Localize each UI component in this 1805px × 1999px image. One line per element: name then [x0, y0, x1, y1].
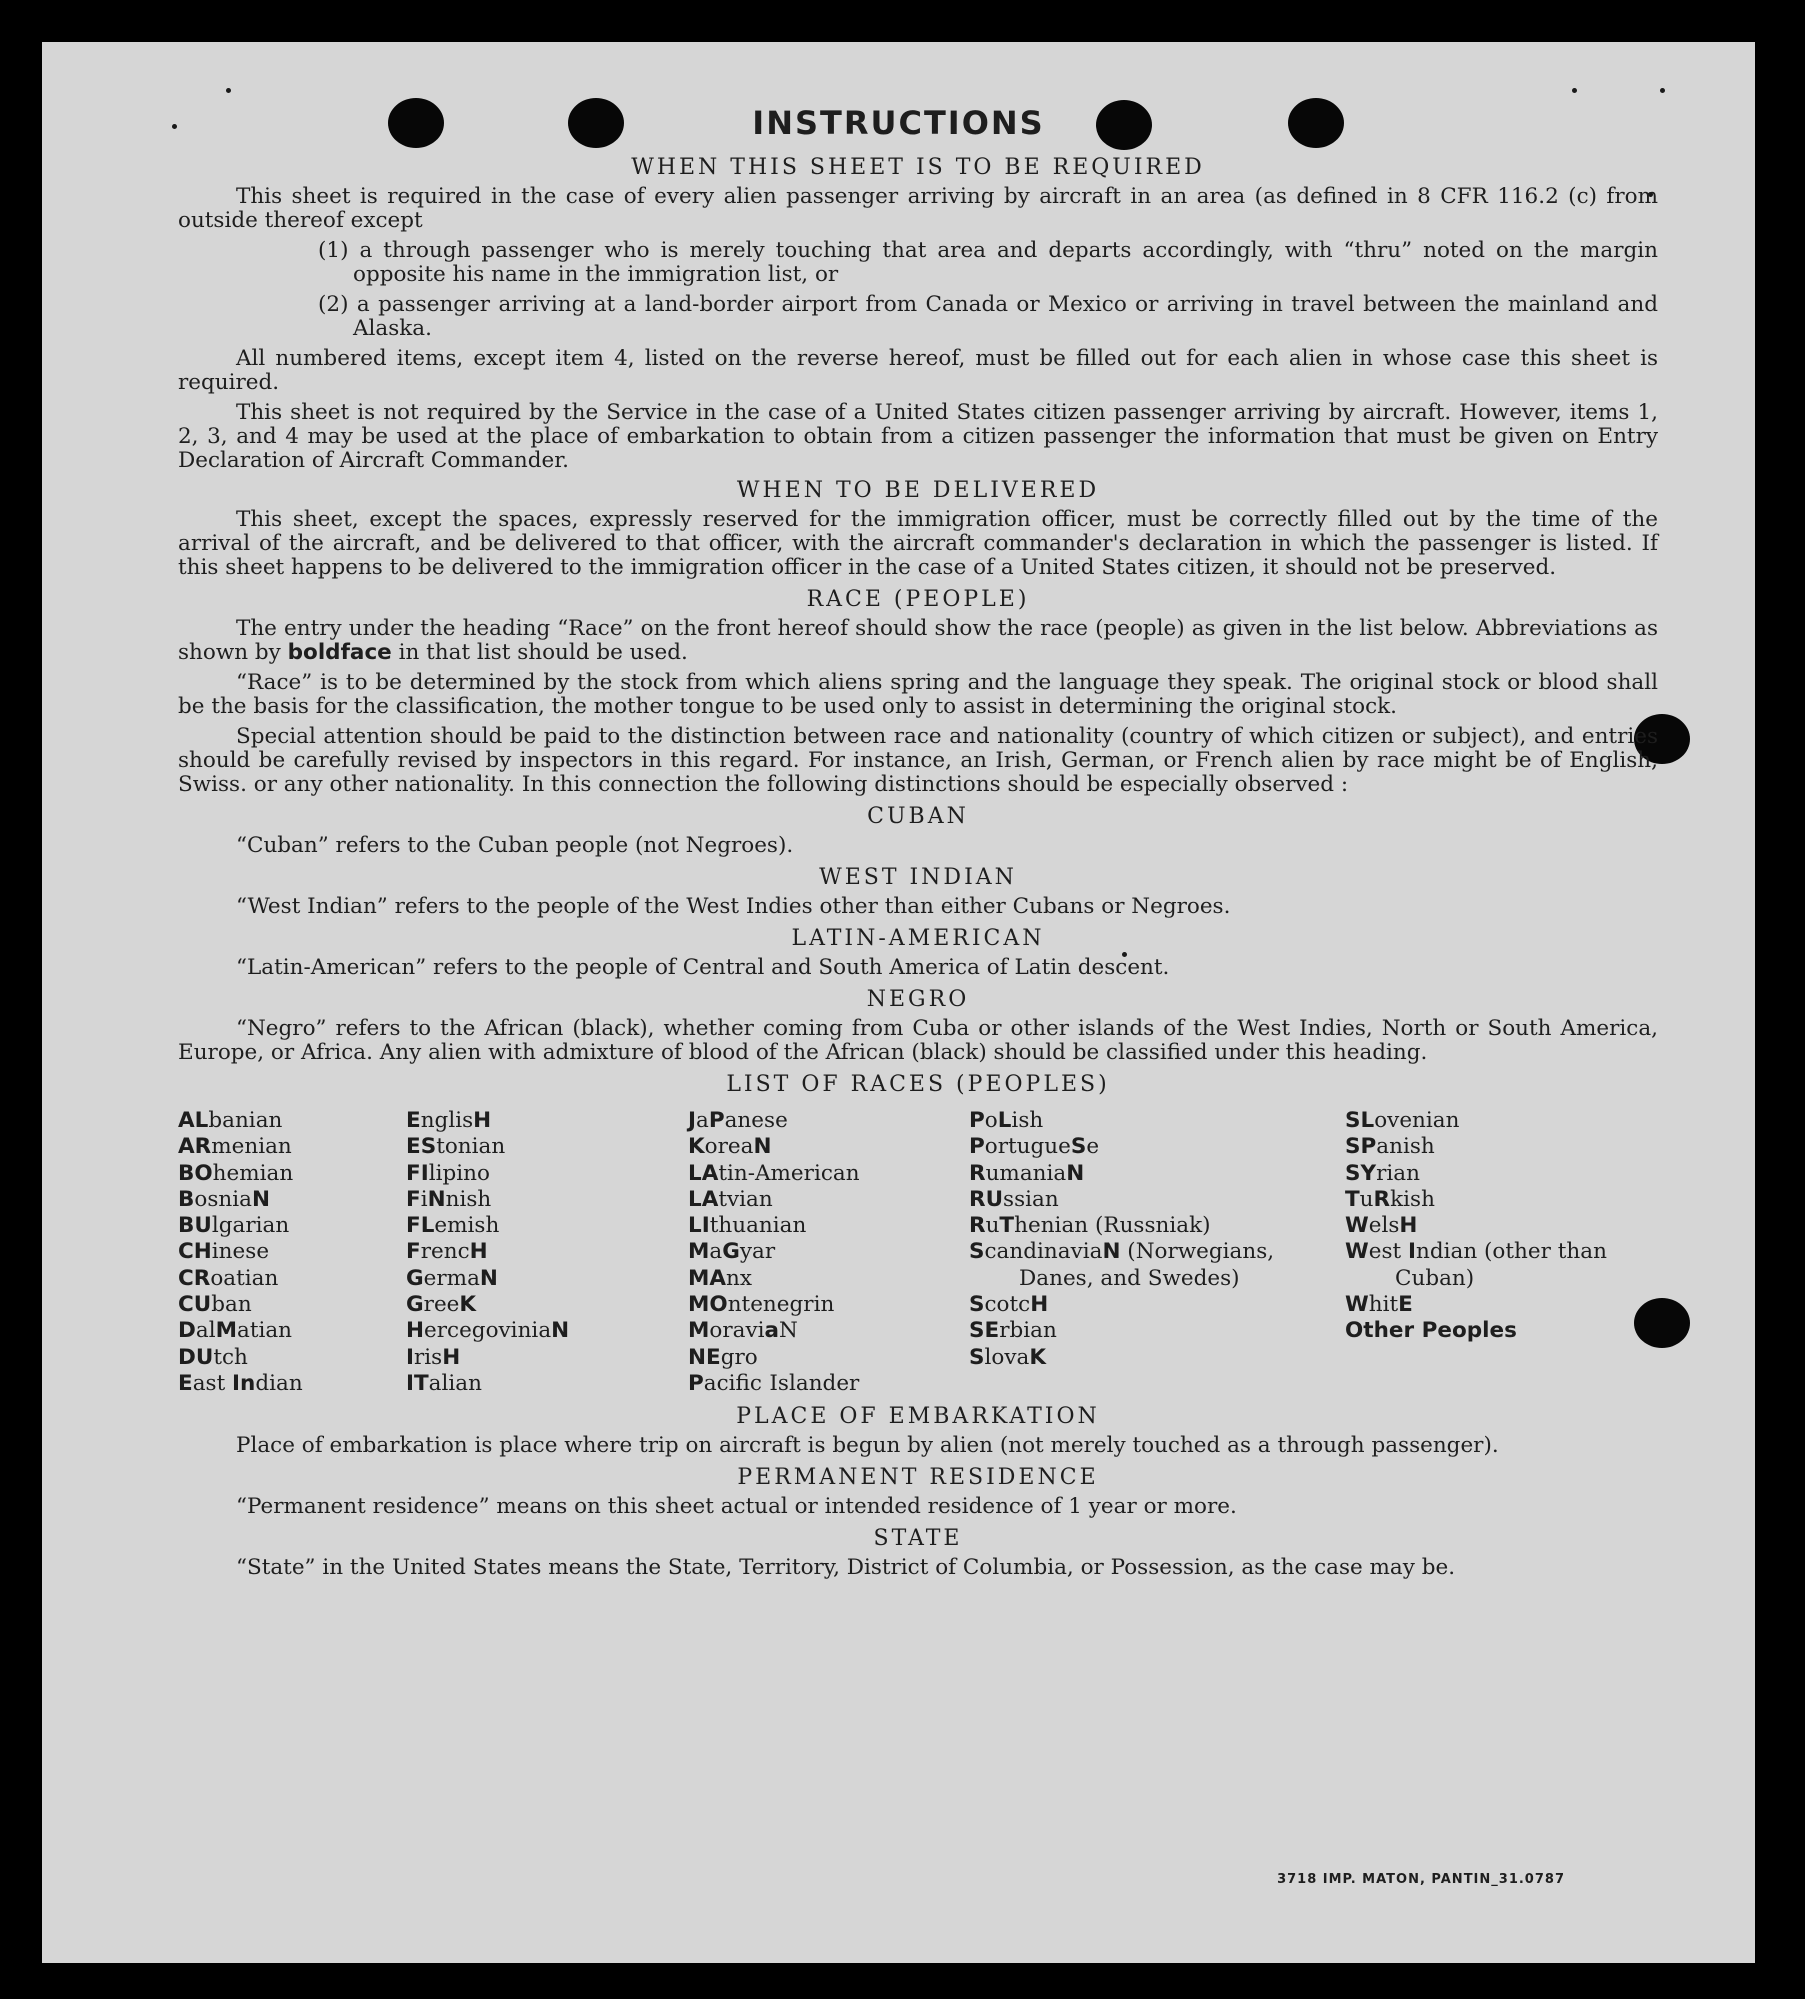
- race-item: LAtvian: [688, 1186, 773, 1212]
- race-item: MAnx: [688, 1265, 753, 1291]
- race-item: SPanish: [1345, 1134, 1435, 1160]
- paragraph: “Latin-American” refers to the people of Central and South America of Latin descent.: [236, 955, 1170, 980]
- race-item: GermaN: [406, 1265, 498, 1291]
- instructions-body: [178, 154, 1658, 1580]
- section-heading-latin-american: LATIN-AMERICAN: [791, 926, 1045, 951]
- page-title: INSTRUCTIONS: [752, 104, 1045, 142]
- section-heading-residence: PERMANENT RESIDENCE: [737, 1465, 1099, 1491]
- paragraph: “State” in the United States means the State, Territory, District of Columbia, or Possession, as the case may be.: [236, 1555, 1456, 1581]
- race-item: West Indian (other than Cuban): [1345, 1239, 1607, 1291]
- paragraph: This sheet is not required by the Service in the case of a United States citizen passenger arriving by aircraft. However, items 1, 2, 3, and 4 may be used at the place of embarkation to obtain from a citizen passenger the information that must be given on Entry Declaration of Aircraft Commander.: [178, 400, 1658, 473]
- section-heading-state: STATE: [873, 1526, 963, 1552]
- section-heading-delivered: WHEN TO BE DELIVERED: [736, 478, 1100, 503]
- race-item: DalMatian: [178, 1318, 293, 1344]
- race-item: Other Peoples: [1345, 1318, 1517, 1344]
- section-heading-list-of-races: LIST OF RACES (PEOPLES): [726, 1072, 1110, 1097]
- race-item: MaGyar: [688, 1239, 776, 1265]
- race-item: ScotcH: [969, 1292, 1049, 1318]
- race-item: HercegoviniaN: [406, 1318, 570, 1344]
- race-item: KoreaN: [688, 1134, 772, 1160]
- race-item: PoLish: [969, 1108, 1044, 1133]
- race-item: BOhemian: [178, 1160, 294, 1186]
- race-item: RUssian: [969, 1186, 1059, 1212]
- section-heading-embarkation: PLACE OF EMBARKATION: [736, 1404, 1100, 1430]
- race-item: CHinese: [178, 1239, 270, 1265]
- section-heading-race: RACE (PEOPLE): [806, 587, 1030, 612]
- section-heading-negro: NEGRO: [866, 987, 970, 1012]
- race-item: WelsH: [1345, 1213, 1418, 1239]
- race-item: LIthuanian: [688, 1213, 807, 1239]
- race-item: ITalian: [406, 1370, 482, 1396]
- race-item: FrencH: [406, 1239, 488, 1265]
- race-item: SLovenian: [1345, 1108, 1460, 1133]
- race-column: [406, 1108, 688, 1397]
- race-item: SYrian: [1345, 1160, 1420, 1186]
- race-item: MOntenegrin: [688, 1292, 835, 1318]
- paragraph: “Race” is to be determined by the stock from which aliens spring and the language they speak. The original stock or blood shall be the basis for the classification, the mother tongue to be used only to assist in determining the original stock.: [178, 670, 1658, 719]
- race-item: BosniaN: [178, 1186, 270, 1212]
- paragraph: “Negro” refers to the African (black), whether coming from Cuba or other islands of the West Indies, North or South America, Europe, or Africa. Any alien with admixture of blood of the African (black) should be classified under this heading.: [178, 1016, 1658, 1065]
- race-item: PortugueSe: [969, 1134, 1100, 1160]
- race-item: CRoatian: [178, 1265, 279, 1291]
- race-item: East Indian: [178, 1370, 303, 1396]
- race-item: WhitE: [1345, 1292, 1413, 1318]
- paragraph: This sheet is required in the case of every alien passenger arriving by aircraft in an area (as defined in 8 CFR 116.2 (c) from outside thereof except: [178, 184, 1658, 233]
- list-item: (1) a through passenger who is merely touching that area and departs accordingly, with “thru” noted on the margin opposite his name in the immigration list, or: [318, 238, 1658, 287]
- race-item: TuRkish: [1345, 1186, 1435, 1212]
- race-item: JaPanese: [688, 1108, 788, 1133]
- section-heading-cuban: CUBAN: [867, 804, 969, 829]
- race-column: [1345, 1108, 1617, 1397]
- paragraph: This sheet, except the spaces, expressly reserved for the immigration officer, must be correctly filled out by the time of the arrival of the aircraft, and be delivered to that officer, with the aircraft commander's declaration in which the passenger is listed. If this sheet happens to be delivered to the immigration officer in the case of a United States citizen, it should not be preserved.: [178, 507, 1658, 580]
- paragraph: “West Indian” refers to the people of the West Indies other than either Cubans or Negroes.: [236, 894, 1231, 919]
- race-item: SErbian: [969, 1318, 1057, 1344]
- race-item: LAtin-American: [688, 1160, 860, 1186]
- race-item: ALbanian: [178, 1108, 283, 1133]
- race-item: RuThenian (Russniak): [969, 1213, 1211, 1239]
- race-item: GreeK: [406, 1292, 477, 1318]
- race-item: IrisH: [406, 1344, 461, 1370]
- race-item: Pacifc Islander: [688, 1370, 860, 1396]
- race-item: EnglisH: [406, 1108, 492, 1133]
- race-item: FLemish: [406, 1213, 500, 1239]
- paragraph: “Cuban” refers to the Cuban people (not Negroes).: [236, 833, 794, 858]
- race-list: [178, 1108, 1658, 1397]
- race-item: DUtch: [178, 1344, 248, 1370]
- race-column: [969, 1108, 1345, 1397]
- race-item: SlovaK: [969, 1344, 1046, 1370]
- race-item: MoraviaN: [688, 1318, 798, 1344]
- race-item: FiNnish: [406, 1186, 492, 1212]
- race-item: BUlgarian: [178, 1213, 290, 1239]
- paragraph: Place of embarkation is place where trip on aircraft is begun by alien (not merely touched as a through passenger).: [236, 1433, 1499, 1459]
- race-item: FIlipino: [406, 1160, 490, 1186]
- paragraph: The entry under the heading “Race” on the front hereof should show the race (people) as given in the list below. Abbreviations as shown by boldface in that list should be used.: [178, 616, 1658, 665]
- document-sheet: [42, 42, 1755, 1963]
- paragraph: All numbered items, except item 4, listed on the reverse hereof, must be filled out for each alien in whose case this sheet is required.: [178, 346, 1658, 395]
- section-heading-west-indian: WEST INDIAN: [819, 865, 1017, 890]
- paragraph: Special attention should be paid to the distinction between race and nationality (country of which citizen or subject), and entries should be carefully revised by inspectors in this regard. For instance, an Irish, German, or French alien by race might be of English, Swiss. or any other nationality. In this connection the following distinctions should be especially observed :: [178, 724, 1658, 797]
- race-column: [178, 1108, 406, 1397]
- race-item: NEgro: [688, 1344, 758, 1370]
- boldface-sample: boldface: [287, 640, 392, 665]
- race-item: EStonian: [406, 1134, 506, 1160]
- race-column: [688, 1108, 969, 1397]
- section-heading-required: WHEN THIS SHEET IS TO BE REQUIRED: [631, 155, 1205, 180]
- printer-imprint: 3718 IMP. MATON, PANTIN_31.0787: [1277, 1872, 1565, 1887]
- race-item: CUban: [178, 1292, 252, 1318]
- race-item: RumaniaN: [969, 1160, 1085, 1186]
- race-item: ARmenian: [178, 1134, 292, 1160]
- race-item: ScandinaviaN (Norwegians, Danes, and Swedes): [969, 1239, 1275, 1291]
- paragraph: “Permanent residence” means on this sheet actual or intended residence of 1 year or more.: [236, 1494, 1237, 1520]
- list-item: (2) a passenger arriving at a land-border airport from Canada or Mexico or arriving in travel between the mainland and Alaska.: [318, 292, 1658, 341]
